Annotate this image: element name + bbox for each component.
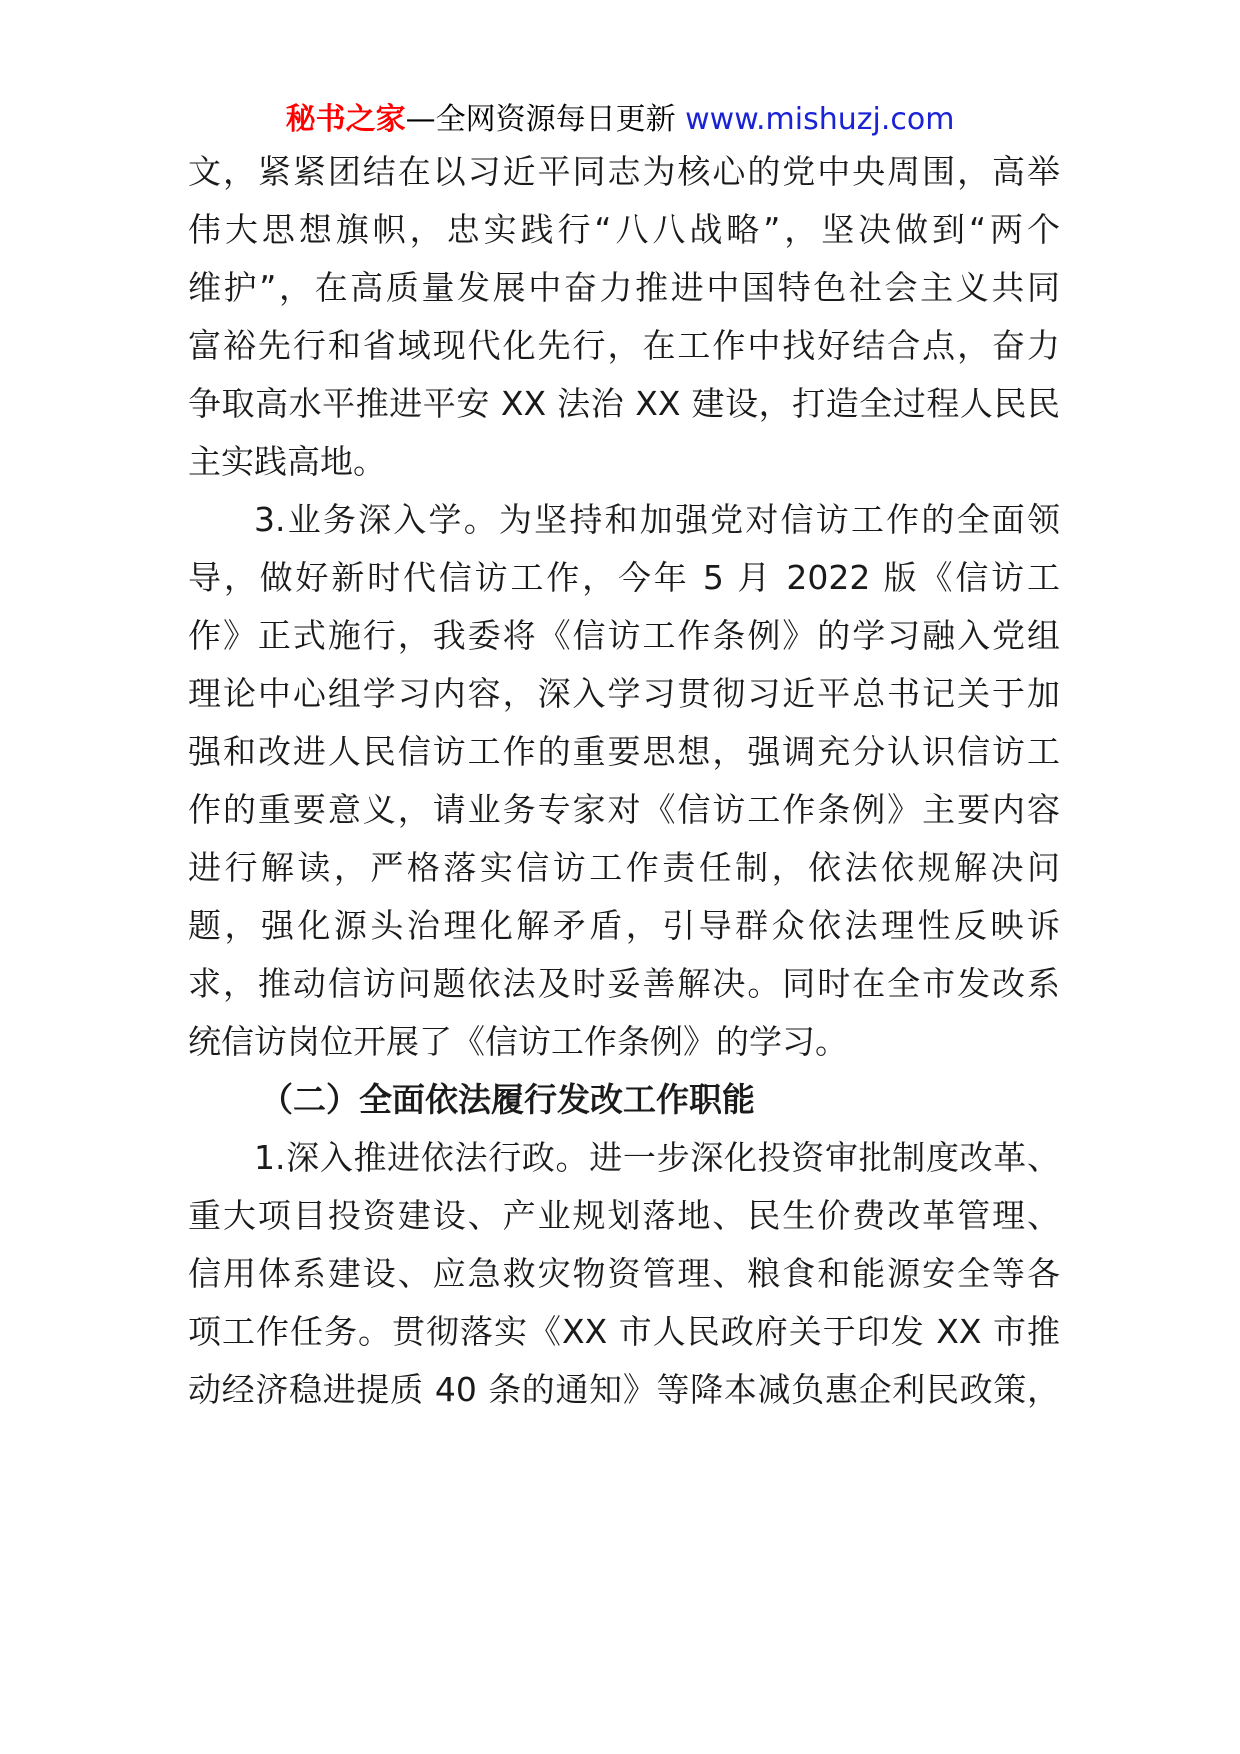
body-text-line: 动经济稳进提质 40 条的通知》等降本减负惠企利民政策， <box>188 1370 1060 1409</box>
body-text-line: 伟大思想旗帜，忠实践行“八八战略”，坚决做到“两个 <box>188 210 1060 249</box>
paragraph-first-line: 1.深入推进依法行政。进一步深化投资审批制度改革、 <box>254 1138 1060 1177</box>
body-text-line: 信用体系建设、应急救灾物资管理、粮食和能源安全等各 <box>188 1254 1060 1293</box>
body-text-line: 文，紧紧团结在以习近平同志为核心的党中央周围，高举 <box>188 152 1060 191</box>
body-text-line: 理论中心组学习内容，深入学习贯彻习近平总书记关于加 <box>188 674 1060 713</box>
body-text-line: 作的重要意义，请业务专家对《信访工作条例》主要内容 <box>188 790 1060 829</box>
body-text-line: 进行解读，严格落实信访工作责任制，依法依规解决问 <box>188 848 1060 887</box>
body-text-line: 争取高水平推进平安 XX 法治 XX 建设，打造全过程人民民 <box>188 384 1060 423</box>
body-text-line: 求，推动信访问题依法及时妥善解决。同时在全市发改系 <box>188 964 1060 1003</box>
section-heading: （二）全面依法履行发改工作职能 <box>260 1080 755 1119</box>
body-text-line: 导，做好新时代信访工作，今年 5 月 2022 版《信访工 <box>188 558 1060 597</box>
site-url-link[interactable]: www.mishuzj.com <box>685 102 955 137</box>
body-text-line: 维护”，在高质量发展中奋力推进中国特色社会主义共同 <box>188 268 1060 307</box>
body-text-line: 题，强化源头治理化解矛盾，引导群众依法理性反映诉 <box>188 906 1060 945</box>
paragraph-first-line: 3.业务深入学。为坚持和加强党对信访工作的全面领 <box>254 500 1060 539</box>
brand-name: 秘书之家 <box>285 102 406 137</box>
body-text-line: 主实践高地。 <box>188 442 386 481</box>
body-text-line: 项工作任务。贯彻落实《XX 市人民政府关于印发 XX 市推 <box>188 1312 1060 1351</box>
header-tagline: —全网资源每日更新 <box>405 102 676 137</box>
body-text-line: 作》正式施行，我委将《信访工作条例》的学习融入党组 <box>188 616 1060 655</box>
body-text-line: 富裕先行和省域现代化先行，在工作中找好结合点，奋力 <box>188 326 1060 365</box>
body-text-line: 统信访岗位开展了《信访工作条例》的学习。 <box>188 1022 848 1061</box>
page-header <box>0 100 1240 140</box>
body-text-line: 强和改进人民信访工作的重要思想，强调充分认识信访工 <box>188 732 1060 771</box>
body-text-line: 重大项目投资建设、产业规划落地、民生价费改革管理、 <box>188 1196 1060 1235</box>
